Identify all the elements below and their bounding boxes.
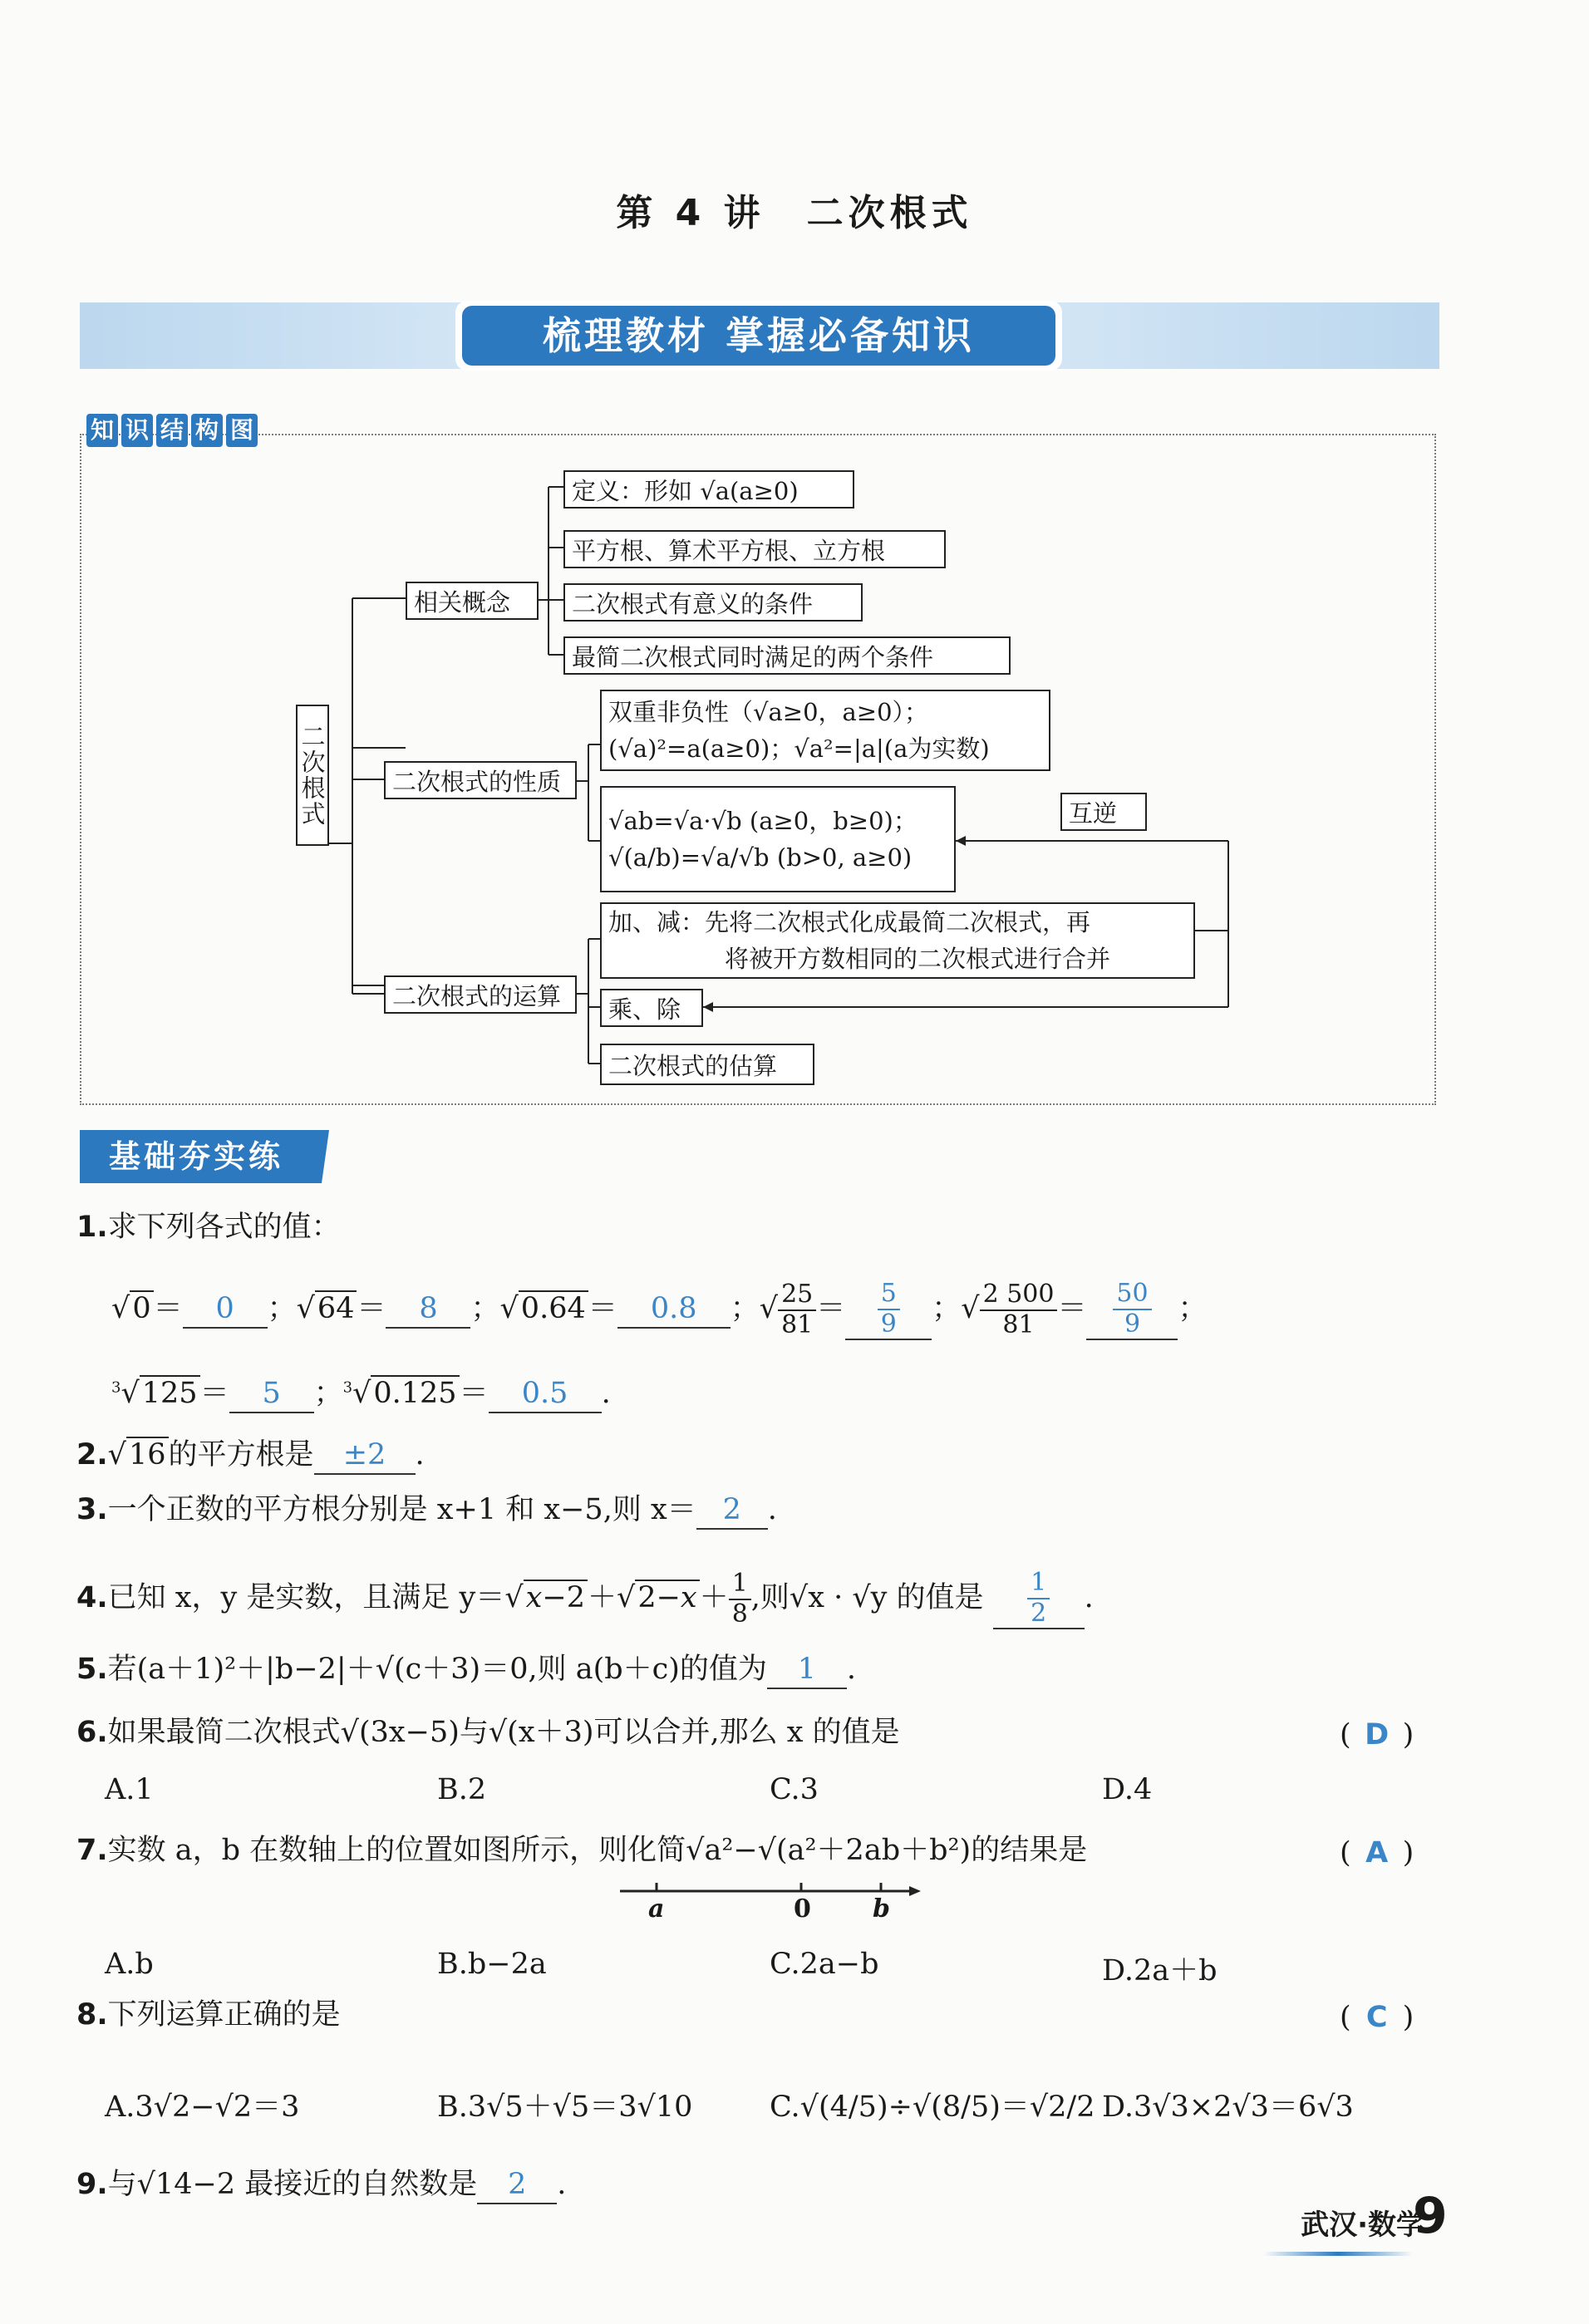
tree-leaf: 二次根式有意义的条件 (563, 583, 863, 622)
section-tab-basic-practice: 基础夯实练 (80, 1130, 329, 1183)
question-3: 3.一个正数的平方根分别是 x+1 和 x−5,则 x＝ 2 . (76, 1496, 777, 1530)
question-1-line-2: $^3$√125＝ 5 ；$^3$√0.125＝ 0.5 . (111, 1379, 611, 1413)
tree-leaf: 最简二次根式同时满足的两个条件 (563, 636, 1011, 675)
axis-label-b: b (873, 1894, 890, 1924)
footer-rule (1263, 2252, 1413, 2256)
tree-branch-operations: 二次根式的运算 (384, 975, 577, 1014)
tree-branch-properties: 二次根式的性质 (384, 761, 577, 799)
tree-leaf-nonnegativity: 双重非负性（√a≥0，a≥0）； (√a)²=a(a≥0)；√a²=|a|(a为实数) (600, 690, 1050, 771)
tree-root: 二次根式 (296, 705, 329, 846)
tree-leaf-estimation: 二次根式的估算 (600, 1044, 814, 1085)
question-4: 4.已知 x，y 是实数，且满足 y＝√x−2＋√2−x＋ $\frac{1}{8}$ ,则√x · √y 的值是 $\frac{1}{2}$ . (76, 1568, 1094, 1629)
question-7-answer: ( A ) (1340, 1836, 1414, 1870)
page-number: 9 (1413, 2187, 1448, 2245)
section-banner: 梳理教材 掌握必备知识 (462, 306, 1055, 366)
tree-leaf: 平方根、算术平方根、立方根 (563, 530, 946, 568)
question-8-answer: ( C ) (1340, 2001, 1414, 2034)
question-7: 7.实数 a，b 在数轴上的位置如图所示，则化简√a²−√(a²＋2ab＋b²)的结果是 (76, 1834, 1088, 1867)
question-8: 8.下列运算正确的是 (76, 1998, 341, 2032)
question-1: 1.求下列各式的值： (76, 1211, 341, 1244)
knowledge-map-tabs: 知 识 结 构 图 (86, 414, 258, 447)
tree-leaf-add-sub: 加、减：先将二次根式化成最简二次根式，再 将被开方数相同的二次根式进行合并 (600, 902, 1195, 979)
tree-leaf-mul-div: 乘、除 (600, 989, 703, 1027)
question-5: 5.若(a＋1)²＋|b−2|＋√(c＋3)＝0,则 a(b＋c)的值为 1 . (76, 1655, 856, 1689)
question-2: 2.√16的平方根是 ±2 . (76, 1441, 425, 1475)
axis-label-a: a (648, 1894, 665, 1924)
question-9: 9.与√14−2 最接近的自然数是 2 . (76, 2170, 566, 2204)
tree-leaf: 定义：形如 √a(a≥0) (563, 470, 854, 509)
tree-note-inverse: 互逆 (1060, 793, 1147, 831)
question-6: 6.如果最简二次根式√(3x−5)与√(x＋3)可以合并,那么 x 的值是 (76, 1716, 900, 1749)
axis-label-0: 0 (794, 1894, 811, 1924)
tree-leaf-product-quotient: √ab=√a·√b (a≥0，b≥0)； √(a/b)=√a/√b (b>0, a≥0) (600, 786, 956, 892)
tree-branch-concepts: 相关概念 (406, 582, 539, 620)
page-title: 第 4 讲 二次根式 (616, 192, 973, 234)
footer-series: 武汉·数学 (1301, 2209, 1424, 2242)
question-1-line-1: √0＝ 0 ；√64＝ 8 ；√0.64＝ 0.8 ；√ $\frac{25}{81}$ ＝ $\frac{5}{9}$ ；√ $\frac{2 500}{81}$ ＝ $\frac{50}{9}$ ； (111, 1279, 1208, 1339)
question-6-answer: ( D ) (1340, 1718, 1414, 1752)
